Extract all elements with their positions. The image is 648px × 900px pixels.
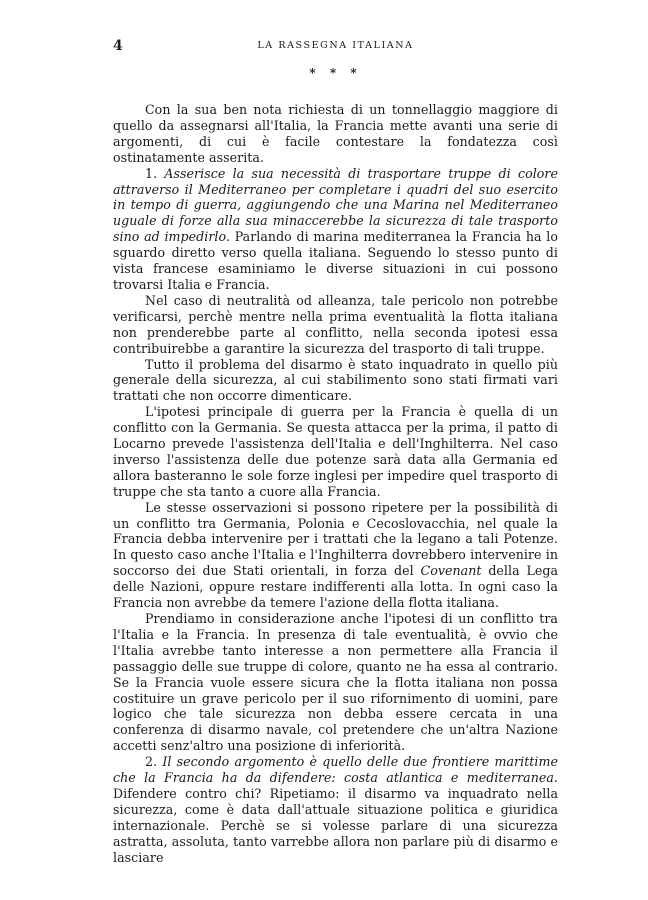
paragraph: 2. Il secondo argomento è quello delle due frontiere marittime che la Francia ha da difendere: costa atlantica e mediterranea. Difendere contro chi? Ripetiamo: il disarmo va inquadrato nella sicurezza, come è data dall'attuale situazione politica e giuridica internazionale. Perchè se si volesse parlare di una sicurezza astratta, assoluta, tanto varrebbe allora non parlare più di disarmo e lasciare [113,754,558,865]
page [113,38,558,866]
item-number: 1. [145,165,158,181]
argument-statement: Il secondo argomento è quello delle due frontiere marittime che la Francia ha da difendere: costa atlantica e mediterranea. [113,754,558,786]
argument-statement: Asserisce la sua necessità di trasportare truppe di colore attraverso il Mediterraneo per completare i quadri del suo esercito in tempo di guerra, aggiungendo che una Marina nel Mediterraneo uguale di forze alla sua minaccerebbe la sicurezza di tale trasporto sino ad impedirlo. [113,165,558,245]
running-head [113,38,558,54]
paragraph: L'ipotesi principale di guerra per la Francia è quella di un conflitto con la Germania. Se questa attacca per la prima, il patto di Locarno prevede l'assistenza dell'Italia e dell'Inghilterra. Nel caso inverso l'assistenza delle due potenze sarà data alla Germania ed allora basteranno le sole forze inglesi per impedire quel trasporto di truppe che sta tanto a cuore alla Francia. [113,404,558,499]
paragraph: Le stesse osservazioni si possono ripetere per la possibilità di un conflitto tra Germania, Polonia e Cecoslovacchia, nel quale la Francia debba intervenire per i trattati che la legano a tali Potenze. In questo caso anche l'Italia e l'Inghilterra dovrebbero intervenire in soccorso dei due Stati orientali, in forza del Covenant della Lega delle Nazioni, oppure restare indifferenti alla lotta. In ogni caso la Francia non avrebbe da temere l'azione della flotta italiana. [113,499,559,611]
paragraph: Prendiamo in considerazione anche l'ipotesi di un conflitto tra l'Italia e la Francia. In presenza di tale eventualità, è ovvio che l'Italia avrebbe tanto interesse a non permettere alla Francia il passaggio delle sue truppe di colore, quanto ne ha essa al contrario. Se la Francia vuole essere sicura che la flotta italiana non possa costituire un grave pericolo per il suo rifornimento di uomini, pare logico che tale sicurezza non debba essere cercata in una conferenza di disarmo navale, col pretendere che un'altra Nazione accetti senz'altro una posizione di inferiorità. [113,611,558,754]
paragraph: 1. Asserisce la sua necessità di trasportare truppe di colore attraverso il Mediterraneo per completare i quadri del suo esercito in tempo di guerra, aggiungendo che una Marina nel Mediterraneo uguale di forze alla sua minaccerebbe la sicurezza di tale trasporto sino ad impedirlo. Parlando di marina mediterranea la Francia ha lo sguardo diretto verso quella italiana. Seguendo lo stesso punto di vista francese esaminiamo le diverse situazioni in cui possono trovarsi Italia e Francia. [113,165,558,292]
item-number: 2. [145,754,158,770]
paragraph: Nel caso di neutralità od alleanza, tale pericolo non potrebbe verificarsi, perchè mentre nella prima eventualità la flotta italiana non prenderebbe parte al conflitto, nella seconda ipotesi essa contribuirebbe a garantire la sicurezza del trasporto di tali truppe. [113,292,558,356]
covenant-term: Covenant [420,563,482,579]
page-number: 4 [113,38,123,54]
journal-title: LA RASSEGNA ITALIANA [257,40,414,51]
paragraph: Con la sua ben nota richiesta di un tonnellaggio maggiore di quello da assegnarsi all'Italia, la Francia mette avanti una serie di argomenti, di cui è facile contestare la fondatezza così ostinatamente asserita. [113,102,558,165]
article-body [113,102,558,866]
paragraph: Tutto il problema del disarmo è stato inquadrato in quello più generale della sicurezza, al cui stabilimento sono stati firmati vari trattati che non occorre dimenticare. [113,356,558,404]
section-separator: * * * [309,66,362,80]
